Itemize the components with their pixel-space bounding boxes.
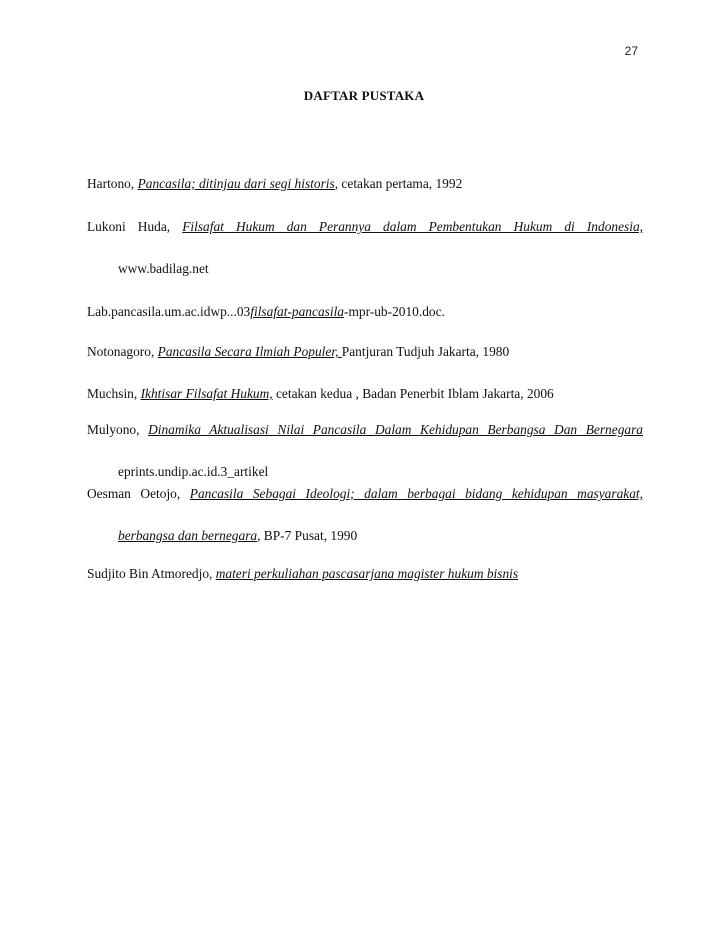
- reference-lukoni-huda: [87, 206, 643, 290]
- reference-source: www.badilag.net: [118, 261, 209, 276]
- reference-notonagoro: [87, 331, 643, 373]
- reference-prefix: Lab.pancasila.um.ac.idwp...03: [87, 304, 251, 319]
- reference-publication: , BP-7 Pusat, 1990: [257, 528, 358, 543]
- reference-title: Pancasila Sebagai Ideologi; dalam berbagai bidang kehidupan masyarakat,: [189, 486, 643, 501]
- page-number: 27: [624, 44, 638, 58]
- page-title: DAFTAR PUSTAKA: [303, 88, 425, 103]
- reference-title: Filsafat Hukum dan Perannya dalam Pembentukan Hukum di Indonesia,: [182, 219, 643, 234]
- reference-title: materi perkuliahan pascasarjana magister hukum bisnis: [215, 566, 519, 581]
- reference-author: Sudjito Bin Atmoredjo,: [87, 566, 216, 581]
- reference-suffix: -mpr-ub-2010.doc.: [344, 304, 445, 319]
- reference-title: Dinamika Aktualisasi Nilai Pancasila Dalam Kehidupan Berbangsa Dan Bernegara: [148, 422, 643, 437]
- reference-hartono: [87, 163, 643, 205]
- reference-title-continued: berbangsa dan bernegara: [118, 528, 258, 543]
- reference-lab-pancasila: [87, 291, 643, 333]
- reference-author: Oesman Oetojo,: [87, 486, 190, 501]
- reference-title: Pancasila; ditinjau dari segi historis: [137, 176, 335, 191]
- reference-sudjito: [87, 553, 643, 595]
- reference-publication: cetakan kedua , Badan Penerbit Iblam Jakarta, 2006: [272, 386, 554, 401]
- reference-publication: Pantjuran Tudjuh Jakarta, 1980: [341, 344, 510, 359]
- reference-title: Pancasila Secara Ilmiah Populer,: [157, 344, 342, 359]
- reference-source: eprints.undip.ac.id.3_artikel: [118, 464, 269, 479]
- reference-oesman-oetojo: [87, 473, 643, 557]
- reference-author: Muchsin,: [87, 386, 141, 401]
- reference-author: Mulyono,: [87, 422, 149, 437]
- reference-title: filsafat-pancasila: [250, 304, 344, 319]
- reference-author: Lukoni Huda,: [87, 219, 183, 234]
- reference-title: Ikhtisar Filsafat Hukum,: [140, 386, 273, 401]
- reference-publication: , cetakan pertama, 1992: [334, 176, 463, 191]
- reference-author: Hartono,: [87, 176, 138, 191]
- reference-author: Notonagoro,: [87, 344, 158, 359]
